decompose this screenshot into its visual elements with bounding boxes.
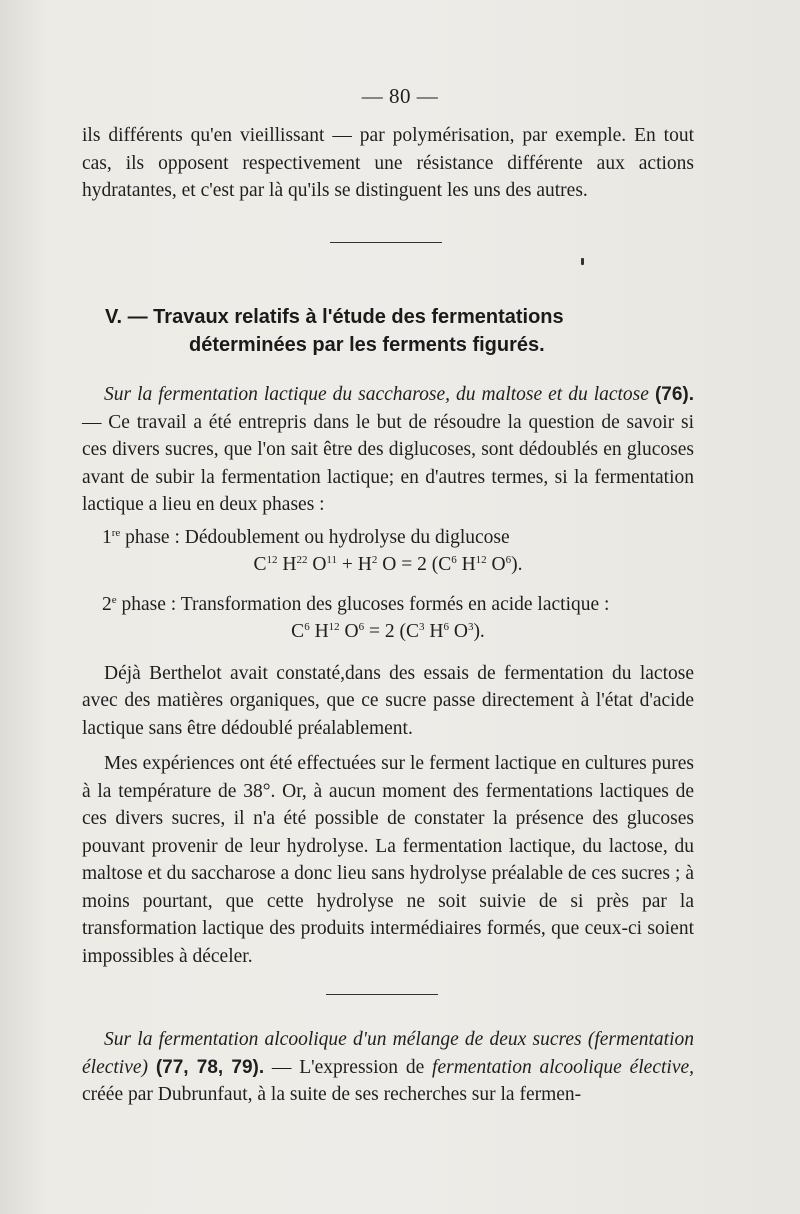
phase2-sup: e <box>111 593 117 606</box>
berthelot-paragraph: Déjà Berthelot avait constaté,dans des essais de fermentation du lactose avec des matières organiques, que ce sucre passe directement à l'état d'acide lactique sans être dédoublé préalablement. <box>82 662 694 739</box>
experiences-paragraph: Mes expériences ont été effectuées sur le ferment lactique en cultures pures à la température de 38°. Or, à aucun moment des fermentations lactiques de ces divers sucres, il n'a été possible de constater la présence des glucoses pouvant provenir de leur hydrolyse. La fermentation lactique, du lactose, du maltose et du saccharose a donc lieu sans hydrolyse préalable de ces sucres ; à moins pourtant, que cette hydrolyse ne soit suivie de si près par la transformation lactique des produits intermédiaires formés, que ceux-ci soient impossibles à déceler. <box>82 753 694 967</box>
alcoolique-text-a: — L'expression de <box>271 1056 425 1078</box>
phase2-text: phase : Transformation des glucoses formés en acide lactique : <box>121 593 610 615</box>
section-heading-line1 <box>105 303 685 331</box>
section-heading-line2: déterminées par les ferments figurés. <box>189 334 545 356</box>
phase1-line <box>82 524 694 552</box>
section-numeral: V. <box>105 306 123 328</box>
phase2-line <box>82 591 694 619</box>
lactique-paragraph <box>82 381 694 519</box>
section-divider <box>330 242 442 243</box>
lactique-ref: (76). <box>654 384 695 405</box>
intro-paragraph <box>82 122 694 205</box>
phase1-text: phase : Dédoublement ou hydrolyse du diglucose <box>125 526 510 548</box>
lactique-lead-text: — Ce travail a été entrepris dans le but de résoudre la question de savoir si ces divers sucres, que l'on sait être des diglucoses, sont dédoublés en glucoses avant de subir la fermentation lactique; en d'autres termes, si la fermentation lactique a lieu en deux phases : <box>82 411 694 515</box>
alcoolique-title: Sur la fermentation alcoolique d'un mélange de deux sucres (fermentation élective) <box>82 1029 694 1078</box>
formula-lactic: $C^6$ $H^{12}$ $O^6 = 2$ ($C^3$ $H^6$ $O^3$). <box>291 621 485 642</box>
lactique-title: Sur la fermentation lactique du saccharose, du maltose et du lactose <box>104 384 649 405</box>
ink-speck <box>581 258 584 265</box>
section-title-line1: — Travaux relatifs à l'étude des fermentations <box>127 306 564 328</box>
section-heading <box>105 303 685 359</box>
phase1-sup: re <box>111 526 121 539</box>
page-number: — 80 — <box>361 84 439 108</box>
section-divider-2 <box>326 994 438 995</box>
alcoolique-paragraph <box>82 1026 694 1109</box>
phase1-number: 1 <box>102 526 112 548</box>
alcoolique-refs: (77, 78, 79). <box>155 1056 265 1078</box>
alcoolique-text-b: créée par Dubrunfaut, à la suite de ses recherches sur la fermen- <box>82 1084 582 1105</box>
alcoolique-term: fermentation alcoolique élective, <box>432 1056 695 1078</box>
alcoolique-section <box>82 1026 694 1109</box>
formula-hydrolysis: $C^{12}$ $H^{22}$ $O^{11} + H^2$ O = 2 ($C^6$ $H^{12}$ $O^6$). <box>253 554 523 575</box>
intro-text: ils différents qu'en vieillissant — par polymérisation, par exemple. En tout cas, ils opposent respectivement une résistance différente aux actions hydratantes, et c'est par là qu'ils se distinguent les uns des autres. <box>82 125 694 201</box>
lactique-section <box>82 381 694 970</box>
phase2-number: 2 <box>102 593 112 615</box>
